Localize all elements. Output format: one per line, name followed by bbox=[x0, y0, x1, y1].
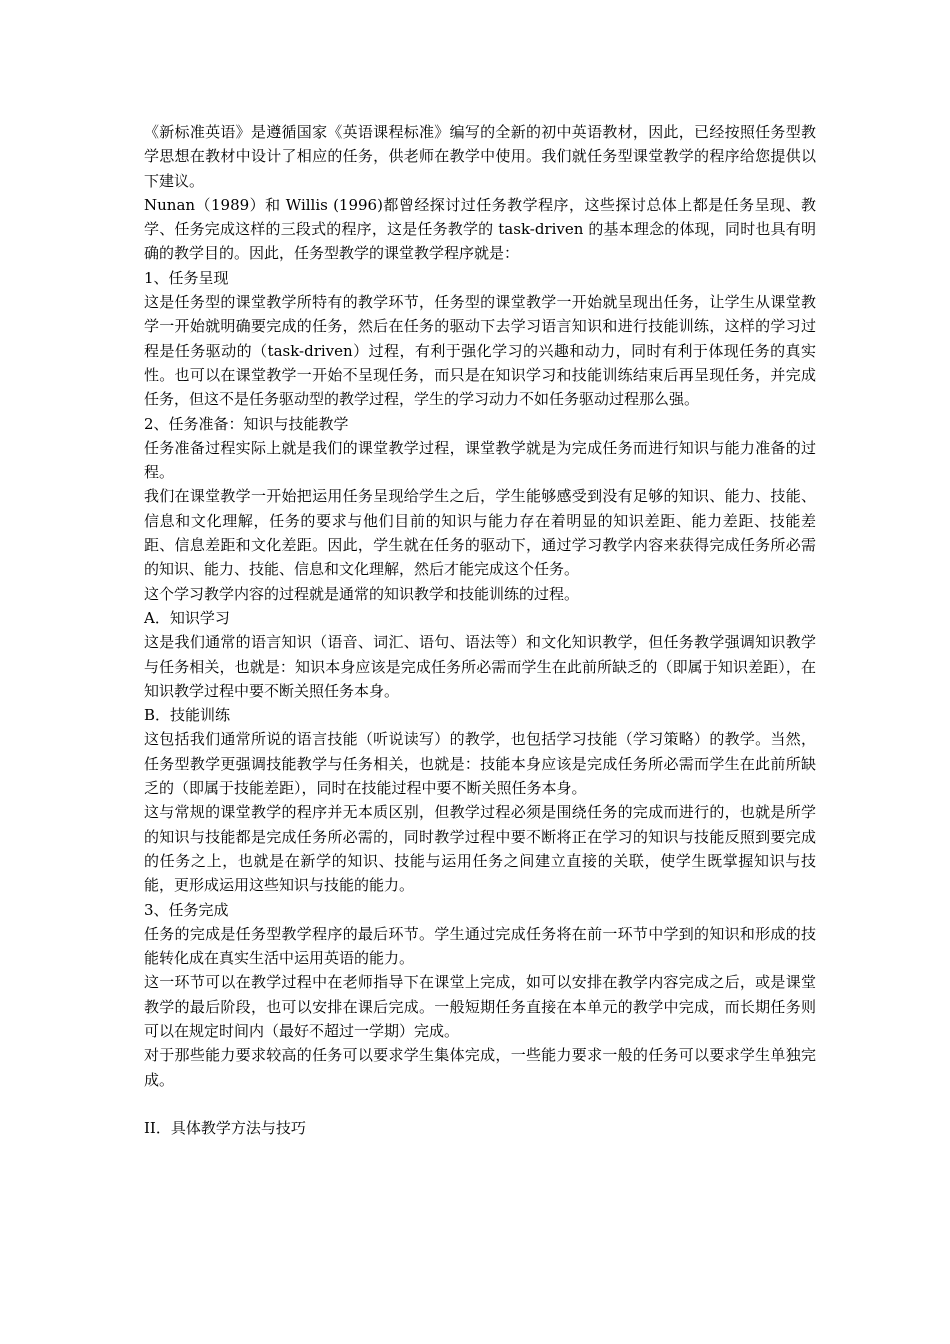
knowledge-learning-paragraph: 这是我们通常的语言知识（语音、词汇、语句、语法等）和文化知识教学，但任务教学强调知识教学与任务相关，也就是：知识本身应该是完成任务所必需而学生在此前所缺乏的（即属于知识差距），在知识教学过程中要不断关照任务本身。 bbox=[144, 633, 816, 700]
task-presentation-paragraph: 这是任务型的课堂教学所特有的教学环节，任务型的课堂教学一开始就呈现出任务，让学生从课堂教学一开始就明确要完成的任务，然后在任务的驱动下去学习语言知识和进行技能训练，这样的学习过程是任务驱动的（task-driven）过程，有利于强化学习的兴趣和动力，同时有利于体现任务的真实性。也可以在课堂教学一开始不呈现任务，而只是在知识学习和技能训练结束后再呈现任务，并完成任务，但这不是任务驱动型的教学过程，学生的学习动力不如任务驱动过程那么强。 bbox=[144, 293, 816, 409]
background-paragraph: Nunan（1989）和 Willis (1996)都曾经探讨过任务教学程序，这些探讨总体上都是任务呈现、教学、任务完成这样的三段式的程序，这是任务教学的 task-driven 的基本理念的体现，同时也具有明确的教学目的。因此，任务型教学的课堂教学程序就是： bbox=[144, 195, 816, 263]
knowledge-gap-paragraph: 我们在课堂教学一开始把运用任务呈现给学生之后，学生能够感受到没有足够的知识、能力、技能、信息和文化理解，任务的要求与他们目前的知识与能力存在着明显的知识差距、能力差距、技能差距、信息差距和文化差距。因此，学生就在任务的驱动下，通过学习教学内容来获得完成任务所必需的知识、能力、技能、信息和文化理解，然后才能完成这个任务。 bbox=[144, 487, 816, 579]
group-work-paragraph: 对于那些能力要求较高的任务可以要求学生集体完成，一些能力要求一般的任务可以要求学生单独完成。 bbox=[144, 1046, 816, 1089]
task-preparation-paragraph: 任务准备过程实际上就是我们的课堂教学过程，课堂教学就是为完成任务而进行知识与能力准备的过程。 bbox=[144, 438, 816, 482]
subheading-skill-training: B．技能训练 bbox=[144, 706, 231, 725]
completion-timing-paragraph: 这一环节可以在教学过程中在老师指导下在课堂上完成，如可以安排在教学内容完成之后，或是课堂教学的最后阶段，也可以安排在课后完成。一般短期任务直接在本单元的教学中完成，而长期任务则可以在规定时间内（最好不超过一学期）完成。 bbox=[144, 973, 816, 1040]
document-page bbox=[144, 120, 816, 1140]
section-heading-task-completion: 3、任务完成 bbox=[144, 900, 229, 919]
intro-paragraph: 《新标准英语》是遵循国家《英语课程标准》编写的全新的初中英语教材，因此，已经按照任务型教学思想在教材中设计了相应的任务，供老师在教学中使用。我们就任务型课堂教学的程序给您提供以下建议。 bbox=[144, 123, 816, 190]
section-heading-task-preparation: 2、任务准备：知识与技能教学 bbox=[144, 414, 349, 433]
section-heading-methods: II．具体教学方法与技巧 bbox=[144, 1119, 306, 1138]
comparison-paragraph: 这与常规的课堂教学的程序并无本质区别，但教学过程必须是围绕任务的完成而进行的，也就是所学的知识与技能都是完成任务所必需的，同时教学过程中要不断将正在学习的知识与技能反照到要完成的任务之上，也就是在新学的知识、技能与运用任务之间建立直接的关联，使学生既掌握知识与技能，更形成运用这些知识与技能的能力。 bbox=[144, 803, 816, 895]
blank-line bbox=[144, 1092, 816, 1116]
skill-training-paragraph: 这包括我们通常所说的语言技能（听说读写）的教学，也包括学习技能（学习策略）的教学。当然，任务型教学更强调技能教学与任务相关，也就是：技能本身应该是完成任务所必需而学生在此前所缺乏的（即属于技能差距），同时在技能过程中要不断关照任务本身。 bbox=[144, 730, 816, 798]
section-heading-task-presentation: 1、任务呈现 bbox=[144, 268, 229, 287]
subheading-knowledge-learning: A．知识学习 bbox=[144, 608, 230, 627]
task-completion-paragraph: 任务的完成是任务型教学程序的最后环节。学生通过完成任务将在前一环节中学到的知识和形成的技能转化成在真实生活中运用英语的能力。 bbox=[144, 924, 816, 968]
learning-process-paragraph: 这个学习教学内容的过程就是通常的知识教学和技能训练的过程。 bbox=[144, 584, 580, 603]
